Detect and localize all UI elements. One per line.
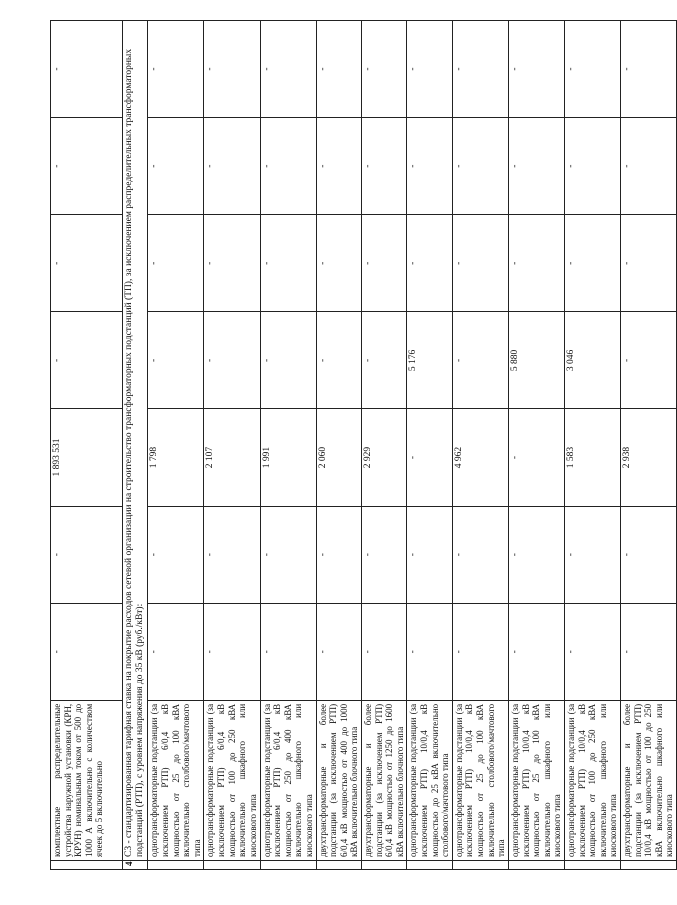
row-description: однотрансформаторные подстанции (за исключением РТП) 10/0,4 кВ мощностью до 25 кВА включительно столбового/мачтового типа: [407, 700, 452, 860]
value-cell: 4 962: [452, 409, 508, 506]
value-cell: -: [148, 312, 204, 409]
tariff-table: [50, 20, 677, 870]
value-cell: 2 938: [621, 409, 677, 506]
value-cell: -: [407, 118, 452, 215]
value-cell: -: [407, 506, 452, 603]
section-header-row: [123, 21, 148, 870]
value-cell: -: [316, 118, 361, 215]
section-number-cell-empty: [204, 861, 260, 870]
section-number-cell-empty: [407, 861, 452, 870]
value-cell: -: [508, 603, 564, 700]
rotated-table-container: [50, 20, 675, 870]
value-cell: -: [260, 21, 316, 118]
section-number: 4: [123, 861, 148, 870]
value-cell: -: [204, 118, 260, 215]
row-description: двухтрансформаторные и более подстанции (за исключением РТП) 6/0,4 кВ мощностью от 400 до 1000 кВА включительно блочного типа: [316, 700, 361, 860]
value-cell: -: [260, 215, 316, 312]
value-cell: -: [361, 603, 406, 700]
row-description: однотрансформаторные подстанции (за исключением РТП) 6/0,4 кВ мощностью от 100 до 250 кВА включительно шкафного или киоскового типа: [204, 700, 260, 860]
section-number-cell-empty: [51, 861, 123, 870]
value-cell: -: [452, 312, 508, 409]
section-number-cell-empty: [452, 861, 508, 870]
value-cell: 1 798: [148, 409, 204, 506]
value-cell: -: [621, 118, 677, 215]
value-cell: -: [361, 215, 406, 312]
table-row: [260, 21, 316, 870]
value-cell: -: [452, 215, 508, 312]
value-cell: -: [621, 603, 677, 700]
table-row: [407, 21, 452, 870]
value-cell: -: [564, 506, 620, 603]
value-cell: 2 107: [204, 409, 260, 506]
value-cell: -: [361, 312, 406, 409]
table-body: [51, 21, 677, 870]
row-description: комплектные распределительные устройства наружной установки (КРН, КРУН) номинальным током от 500 до 1000 А включительно с количеством ячеек до 5 включительно: [51, 700, 123, 860]
value-cell: -: [508, 118, 564, 215]
value-cell: -: [51, 21, 123, 118]
value-cell: -: [361, 21, 406, 118]
section-number-cell-empty: [508, 861, 564, 870]
value-cell: -: [452, 118, 508, 215]
table-row: [508, 21, 564, 870]
value-cell: -: [564, 215, 620, 312]
value-cell: -: [452, 603, 508, 700]
table-row: [204, 21, 260, 870]
value-cell: -: [204, 215, 260, 312]
section-number-cell-empty: [564, 861, 620, 870]
value-cell: -: [316, 506, 361, 603]
value-cell: -: [51, 603, 123, 700]
value-cell: -: [508, 409, 564, 506]
section-number-cell-empty: [316, 861, 361, 870]
value-cell: -: [407, 409, 452, 506]
value-cell: 1 991: [260, 409, 316, 506]
value-cell: -: [508, 506, 564, 603]
value-cell: -: [148, 215, 204, 312]
table-row: [452, 21, 508, 870]
value-cell: -: [204, 506, 260, 603]
value-cell: -: [621, 21, 677, 118]
value-cell: 5 176: [407, 312, 452, 409]
value-cell: -: [204, 312, 260, 409]
value-cell: -: [407, 21, 452, 118]
value-cell: 1 893 531: [51, 409, 123, 506]
value-cell: -: [621, 215, 677, 312]
value-cell: -: [361, 506, 406, 603]
row-description: однотрансформаторные подстанции (за исключением РТП) 10/0,4 кВ мощностью от 25 до 100 кВА включительно шкафного или киоскового типа: [508, 700, 564, 860]
value-cell: 2 929: [361, 409, 406, 506]
value-cell: -: [260, 118, 316, 215]
value-cell: -: [148, 21, 204, 118]
value-cell: -: [407, 215, 452, 312]
value-cell: -: [51, 312, 123, 409]
value-cell: -: [508, 21, 564, 118]
value-cell: -: [260, 603, 316, 700]
value-cell: -: [621, 312, 677, 409]
section-number-cell-empty: [361, 861, 406, 870]
row-description: однотрансформаторные подстанции (за исключением РТП) 10/0,4 кВ мощностью от 25 до 100 кВА включительно столбового/мачтового типа: [452, 700, 508, 860]
value-cell: 3 046: [564, 312, 620, 409]
row-description: двухтрансформаторные и более подстанции (за исключением РТП) 6/0,4 кВ мощностью от 1250 до 1600 кВА включительно блочного типа: [361, 700, 406, 860]
table-row: [564, 21, 620, 870]
value-cell: -: [564, 118, 620, 215]
value-cell: -: [564, 21, 620, 118]
table-row-top: [51, 21, 123, 870]
value-cell: -: [51, 215, 123, 312]
value-cell: 5 880: [508, 312, 564, 409]
value-cell: -: [204, 603, 260, 700]
value-cell: -: [508, 215, 564, 312]
section-number-cell-empty: [621, 861, 677, 870]
value-cell: -: [564, 603, 620, 700]
value-cell: -: [260, 506, 316, 603]
value-cell: -: [148, 118, 204, 215]
row-description: однотрансформаторные подстанции (за исключением РТП) 6/0,4 кВ мощностью от 250 до 400 кВА включительно шкафного или киоскового типа: [260, 700, 316, 860]
value-cell: -: [452, 21, 508, 118]
value-cell: -: [452, 506, 508, 603]
row-description: однотрансформаторные подстанции (за исключением РТП) 10/0,4 кВ мощностью от 100 до 250 кВА включительно шкафного или киоскового типа: [564, 700, 620, 860]
value-cell: -: [148, 603, 204, 700]
value-cell: -: [316, 603, 361, 700]
value-cell: -: [148, 506, 204, 603]
value-cell: 2 060: [316, 409, 361, 506]
value-cell: 1 583: [564, 409, 620, 506]
value-cell: -: [621, 506, 677, 603]
table-row: [361, 21, 406, 870]
table-row: [148, 21, 204, 870]
value-cell: -: [361, 118, 406, 215]
section-number-cell-empty: [148, 861, 204, 870]
section-number-cell-empty: [260, 861, 316, 870]
value-cell: -: [316, 21, 361, 118]
section-title: С3 - стандартизированная тарифная ставка на покрытие расходов сетевой организации на строительство трансформаторных подстанций (ТП), за исключением распределительных трансформаторных подстанций (РТП), с уровнем напряжения до 35 кВ (руб./кВт):: [123, 21, 148, 861]
value-cell: -: [316, 215, 361, 312]
value-cell: -: [51, 506, 123, 603]
value-cell: -: [316, 312, 361, 409]
value-cell: -: [51, 118, 123, 215]
table-row: [621, 21, 677, 870]
table-row: [316, 21, 361, 870]
value-cell: -: [204, 21, 260, 118]
row-description: двухтрансформаторные и более подстанции (за исключением РТП) 10/0,4 кВ мощностью от 100 до 250 кВА включительно шкафного или киоскового типа: [621, 700, 677, 860]
row-description: однотрансформаторные подстанции (за исключением РТП) 6/0,4 кВ мощностью от 25 до 100 кВА включительно столбового/мачтового типа: [148, 700, 204, 860]
value-cell: -: [260, 312, 316, 409]
value-cell: -: [407, 603, 452, 700]
